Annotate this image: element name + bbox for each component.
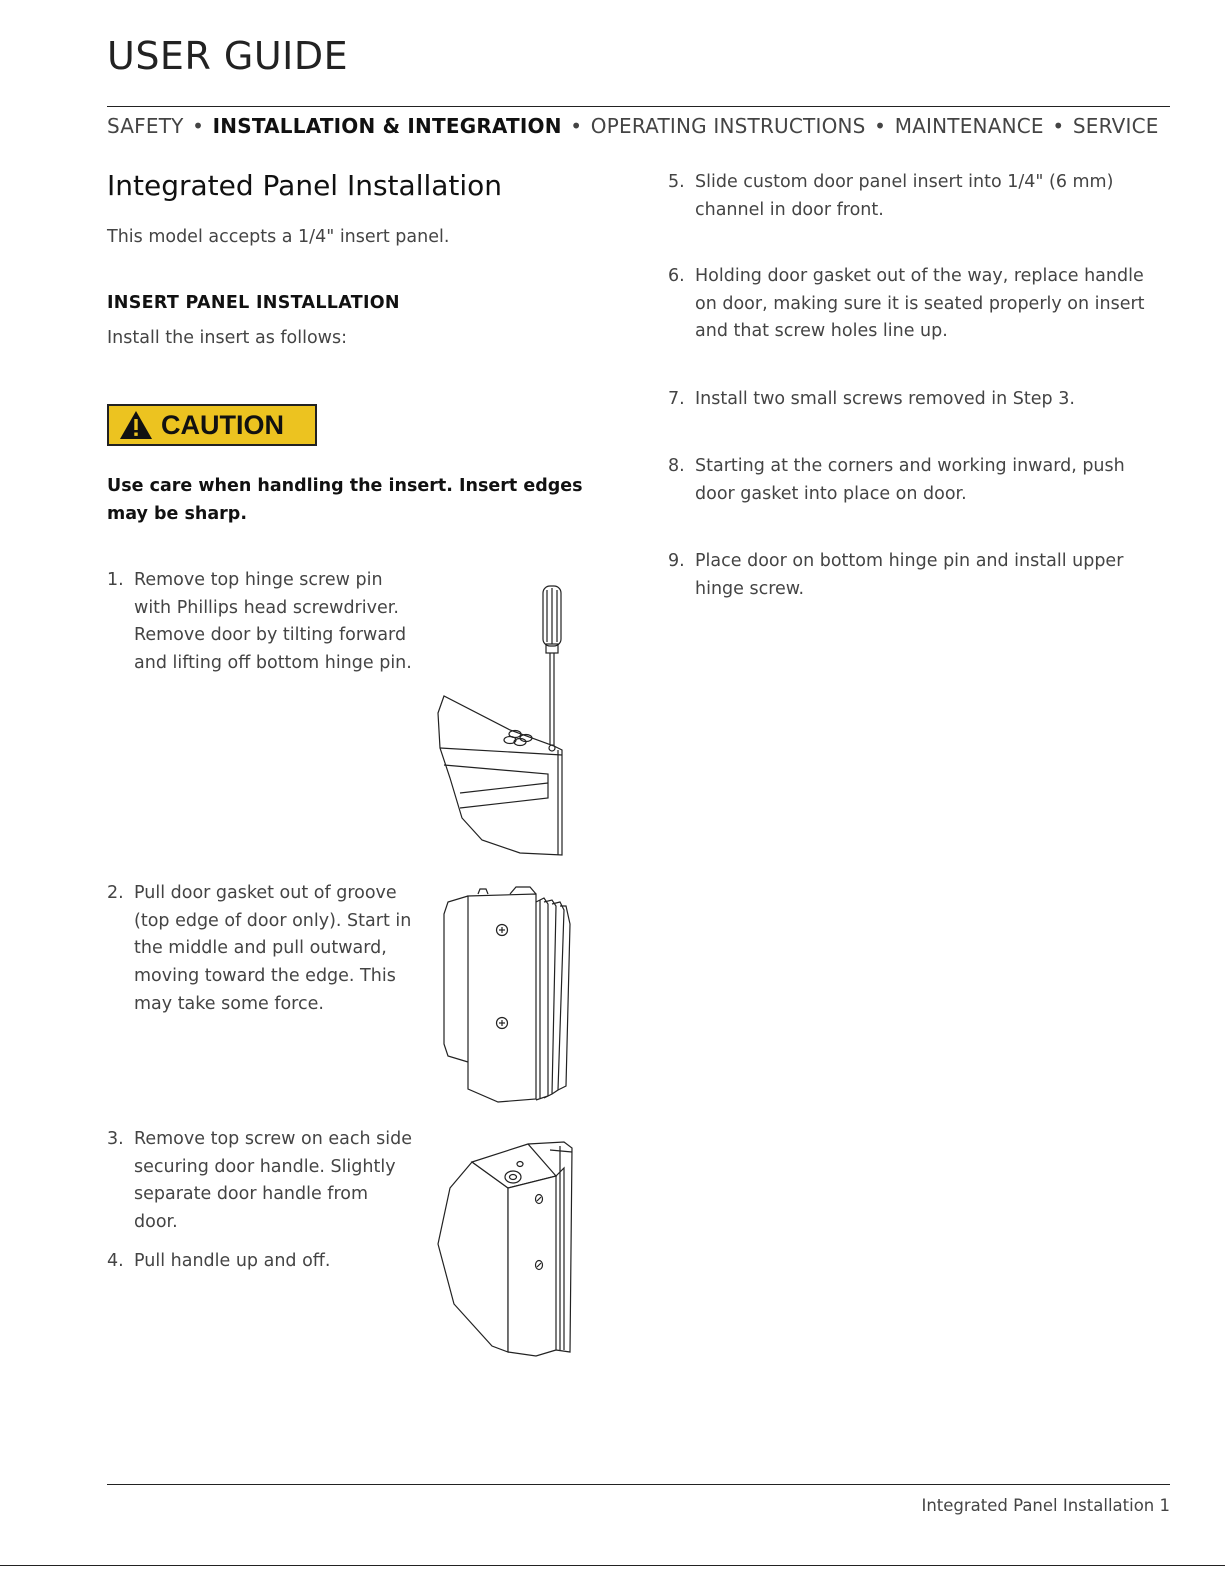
step-text: Install two small screws removed in Step 3. (695, 389, 1075, 409)
nav-separator: • (192, 114, 205, 138)
step-text: Remove top hinge screw pin with Phillips head screwdriver. Remove door by tilting forward and lifting off bottom hinge pin. (134, 570, 412, 674)
door-handle-illustration (432, 1136, 582, 1364)
footer-divider (107, 1484, 1170, 1485)
step-text: Pull handle up and off. (134, 1251, 331, 1271)
door-gasket-illustration (438, 884, 578, 1109)
step-8 (668, 453, 1168, 508)
nav-separator: • (874, 114, 887, 138)
step-5 (668, 169, 1168, 224)
step-2 (107, 880, 412, 1019)
step-number: 6. (668, 266, 685, 286)
step-number: 2. (107, 883, 124, 903)
step-number: 5. (668, 172, 685, 192)
intro-text: This model accepts a 1/4" insert panel. (107, 227, 450, 247)
step-text: Holding door gasket out of the way, replace handle on door, making sure it is seated properly on insert and that screw holes line up. (695, 266, 1145, 342)
nav-separator: • (1052, 114, 1065, 138)
step-number: 3. (107, 1129, 124, 1149)
lead-text: Install the insert as follows: (107, 328, 348, 348)
step-text: Slide custom door panel insert into 1/4" (6 mm) channel in door front. (695, 172, 1114, 220)
step-number: 9. (668, 551, 685, 571)
step-7 (668, 386, 1168, 414)
nav-item-operating: OPERATING INSTRUCTIONS (590, 114, 866, 138)
nav-separator: • (570, 114, 583, 138)
step-number: 4. (107, 1251, 124, 1271)
page-footer-label: Integrated Panel Installation 1 (921, 1496, 1170, 1515)
step-1 (107, 567, 412, 678)
document-title: USER GUIDE (107, 34, 349, 78)
step-text: Pull door gasket out of groove (top edge of door only). Start in the middle and pull outward, moving toward the edge. This may take some force. (134, 883, 412, 1014)
warning-triangle-icon (119, 410, 153, 440)
section-title: Integrated Panel Installation (107, 169, 503, 202)
step-text: Remove top screw on each side securing door handle. Slightly separate door handle from door. (134, 1129, 412, 1233)
caution-label-box (107, 404, 317, 446)
nav-item-installation: INSTALLATION & INTEGRATION (212, 114, 562, 138)
nav-item-service: SERVICE (1072, 114, 1159, 138)
step-number: 1. (107, 570, 124, 590)
subheading: INSERT PANEL INSTALLATION (107, 293, 400, 313)
page-bottom-edge (0, 1565, 1225, 1566)
nav-item-safety: SAFETY (107, 114, 184, 138)
door-hinge-screwdriver-illustration (430, 578, 580, 860)
warning-text: Use care when handling the insert. Insert edges may be sharp. (107, 476, 583, 524)
step-3 (107, 1126, 417, 1237)
step-text: Place door on bottom hinge pin and install upper hinge screw. (695, 551, 1124, 599)
section-nav (107, 114, 1159, 138)
header-divider (107, 106, 1170, 107)
step-number: 7. (668, 389, 685, 409)
step-text: Starting at the corners and working inward, push door gasket into place on door. (695, 456, 1125, 504)
step-number: 8. (668, 456, 685, 476)
step-9 (668, 548, 1168, 603)
step-6 (668, 263, 1168, 346)
nav-item-maintenance: MAINTENANCE (894, 114, 1044, 138)
caution-label: CAUTION (161, 409, 284, 440)
step-4 (107, 1248, 412, 1276)
